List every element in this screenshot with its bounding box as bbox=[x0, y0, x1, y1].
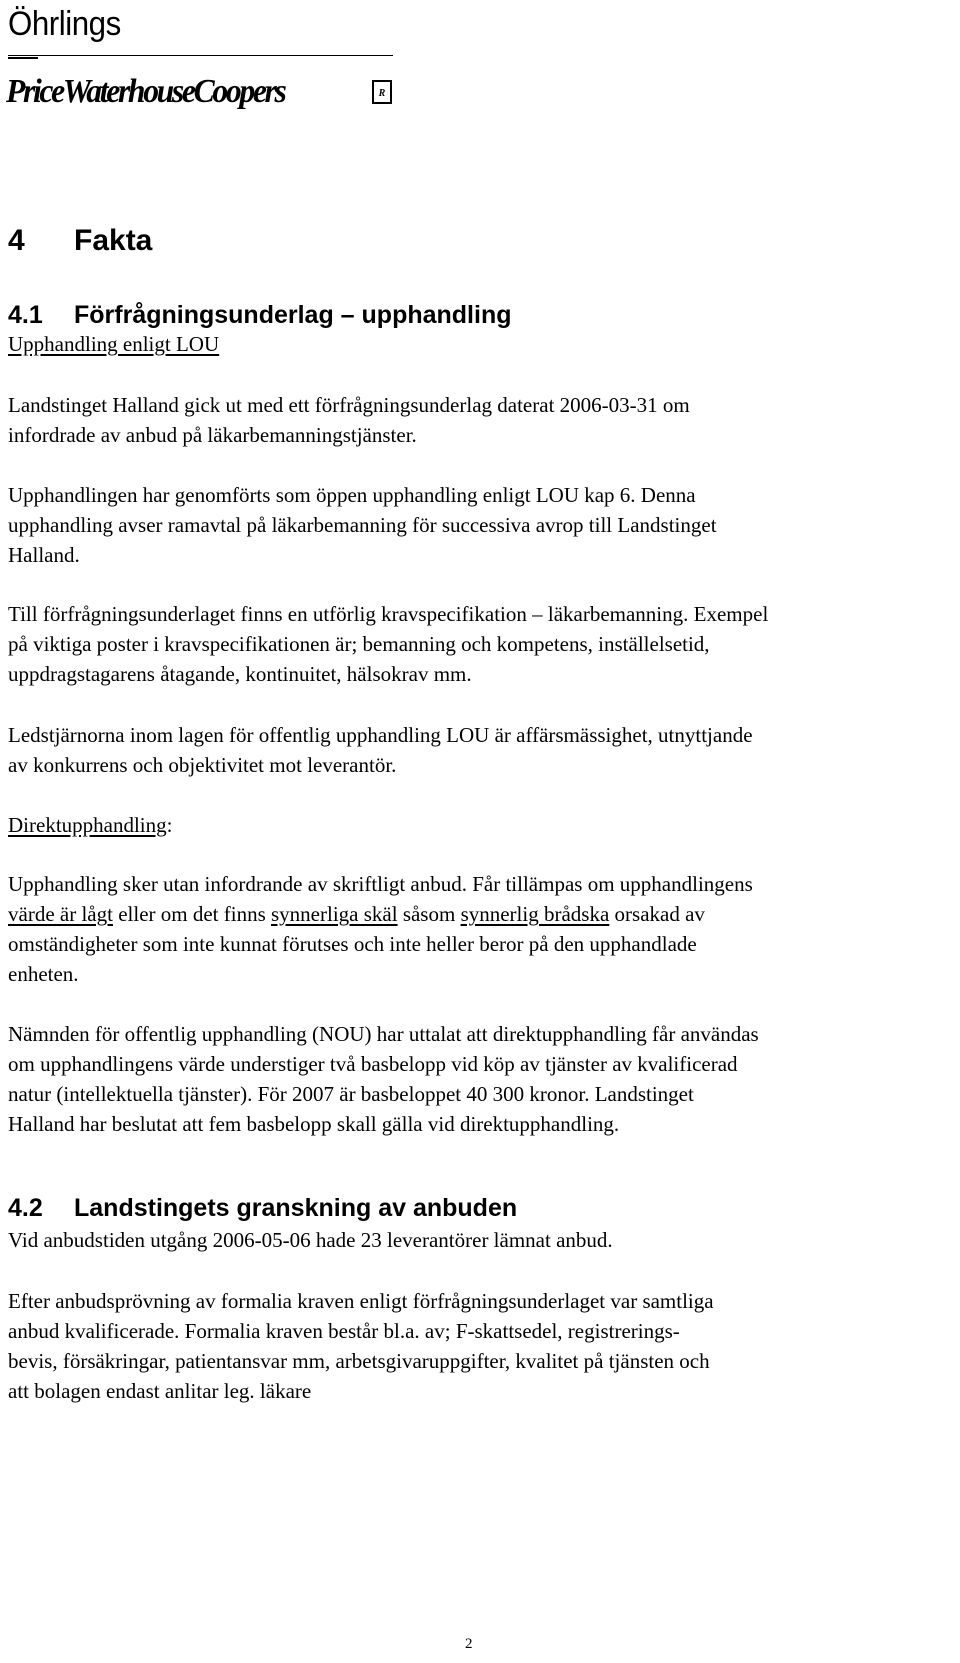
paragraph bbox=[8, 599, 908, 689]
subheading-colon: : bbox=[166, 813, 173, 837]
text-line: upphandling avser ramavtal på läkarbemanning för successiva avrop till Landstinget bbox=[8, 513, 717, 537]
paragraph bbox=[8, 720, 908, 780]
text-line: Halland har beslutat att fem basbelopp skall gälla vid direktupphandling. bbox=[8, 1112, 620, 1136]
text-line: att bolagen endast anlitar leg. läkare bbox=[8, 1379, 312, 1403]
text-line: anbud kvalificerade. Formalia kraven består bl.a. av; F-skattsedel, registrerings- bbox=[8, 1319, 680, 1343]
text-line: uppdragstagarens åtagande, kontinuitet, hälsokrav mm. bbox=[8, 662, 472, 686]
text-line: på viktiga poster i kravspecifikationen är; bemanning och kompetens, inställelsetid, bbox=[8, 632, 710, 656]
svg-text:R: R bbox=[378, 88, 386, 99]
text-line: Ledstjärnorna inom lagen för offentlig upphandling LOU är affärsmässighet, utnyttjande bbox=[8, 723, 753, 747]
paragraph bbox=[8, 1286, 908, 1406]
subheading-upphandling-lou bbox=[8, 329, 908, 359]
text-run: såsom bbox=[397, 902, 461, 926]
paragraph bbox=[8, 390, 908, 450]
text-line: infordrade av anbud på läkarbemanningstjänster. bbox=[8, 423, 417, 447]
paragraph bbox=[8, 1019, 908, 1139]
brand-pricewaterhousecoopers: PriceWaterhouseCoopers bbox=[6, 73, 285, 110]
paragraph bbox=[8, 1225, 908, 1255]
text-line: enheten. bbox=[8, 962, 79, 986]
emphasis-underline: värde är lågt bbox=[8, 902, 113, 926]
text-line: Till förfrågningsunderlaget finns en utförlig kravspecifikation – läkarbemanning. Exempel bbox=[8, 602, 769, 626]
section-title: Landstingets granskning av anbuden bbox=[74, 1194, 518, 1222]
section-title: Förfrågningsunderlag – upphandling bbox=[74, 301, 512, 329]
page-number: 2 bbox=[465, 1636, 473, 1652]
section-heading-4-1 bbox=[8, 300, 512, 330]
emphasis-underline: synnerliga skäl bbox=[271, 902, 398, 926]
logo-divider-accent bbox=[8, 57, 38, 59]
logo-divider bbox=[8, 55, 393, 56]
text-line: Halland. bbox=[8, 543, 80, 567]
text-run: orsakad av bbox=[609, 902, 705, 926]
text-line: av konkurrens och objektivitet mot leverantör. bbox=[8, 753, 397, 777]
section-number: 4 bbox=[8, 224, 25, 257]
text-line: omständigheter som inte kunnat förutses och inte heller beror på den upphandlade bbox=[8, 932, 697, 956]
emphasis-underline: synnerlig brådska bbox=[460, 902, 610, 926]
section-number: 4.1 bbox=[8, 301, 43, 329]
text-line: om upphandlingens värde understiger två basbelopp vid köp av tjänster av kvalificerad bbox=[8, 1052, 738, 1076]
text-line: Upphandlingen har genomförts som öppen upphandling enligt LOU kap 6. Denna bbox=[8, 483, 696, 507]
section-heading-4-2 bbox=[8, 1193, 517, 1223]
text-line: bevis, försäkringar, patientansvar mm, arbetsgivaruppgifter, kvalitet på tjänsten och bbox=[8, 1349, 710, 1373]
subheading-direktupphandling bbox=[8, 810, 908, 840]
text-line: Nämnden för offentlig upphandling (NOU) har uttalat att direktupphandling får användas bbox=[8, 1022, 759, 1046]
text-line: Landstinget Halland gick ut med ett förfrågningsunderlag daterat 2006-03-31 om bbox=[8, 393, 690, 417]
text-line: Upphandling sker utan infordrande av skriftligt anbud. Får tillämpas om upphandlingens bbox=[8, 872, 753, 896]
text-line: Efter anbudsprövning av formalia kraven enligt förfrågningsunderlaget var samtliga bbox=[8, 1289, 714, 1313]
section-heading-4 bbox=[8, 224, 152, 258]
registered-mark-icon bbox=[372, 80, 392, 104]
subheading-text: Upphandling enligt LOU bbox=[8, 332, 220, 356]
paragraph bbox=[8, 869, 908, 989]
subheading-text: Direktupphandling bbox=[8, 813, 167, 837]
text-line: natur (intellektuella tjänster). För 2007 är basbeloppet 40 300 kronor. Landstinget bbox=[8, 1082, 694, 1106]
text-line bbox=[8, 899, 908, 929]
brand-ohrlings: Öhrlings bbox=[8, 5, 121, 43]
section-title: Fakta bbox=[74, 224, 153, 257]
paragraph bbox=[8, 480, 908, 570]
section-number: 4.2 bbox=[8, 1194, 43, 1222]
text-line: Vid anbudstiden utgång 2006-05-06 hade 23 leverantörer lämnat anbud. bbox=[8, 1228, 613, 1252]
text-run: eller om det finns bbox=[112, 902, 271, 926]
